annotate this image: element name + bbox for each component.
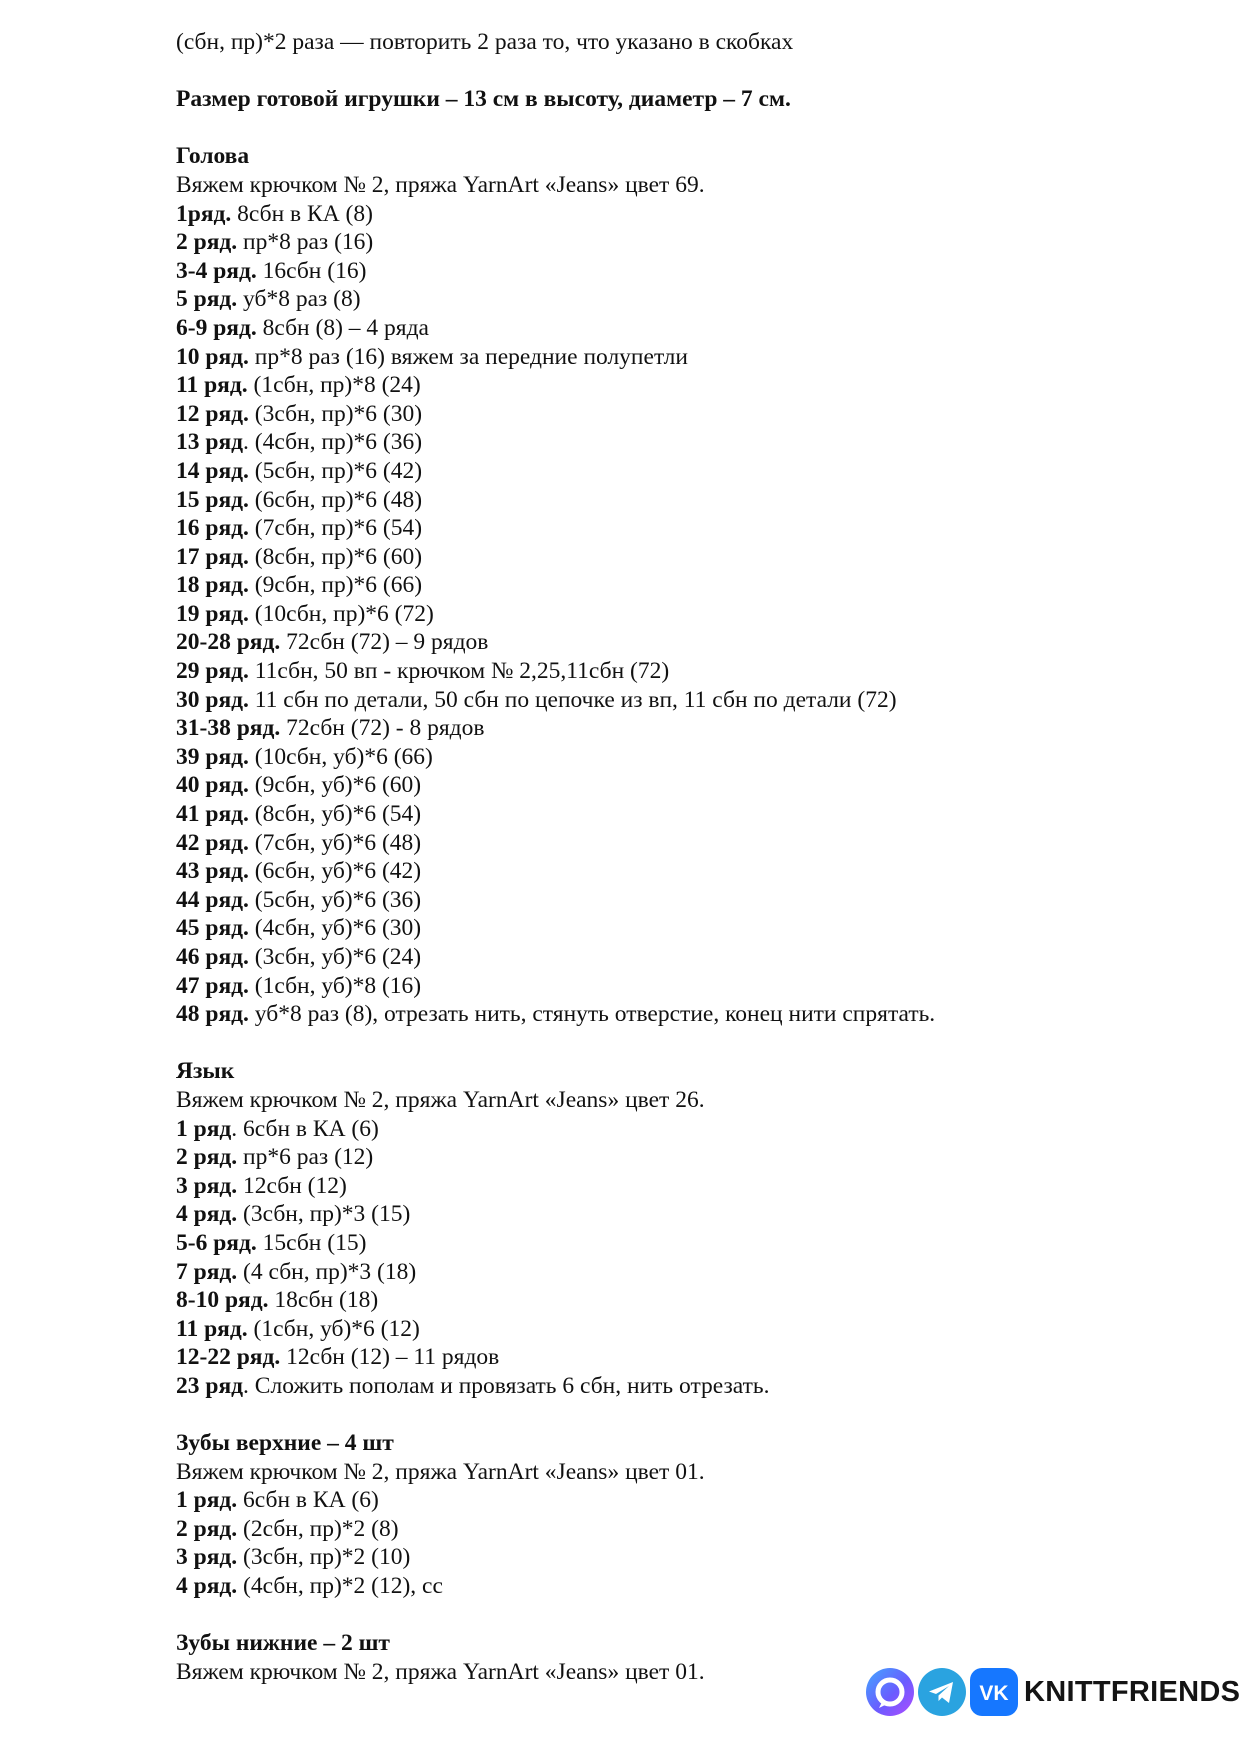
pattern-row (176, 914, 1216, 943)
row-text: (1сбн, уб)*8 (16) (248, 972, 422, 999)
spacer (176, 1029, 1216, 1058)
row-label: 11 ряд. (176, 372, 248, 399)
section-intro-lower-teeth: Вяжем крючком № 2, пряжа YarnArt «Jeans» цвет 01. (176, 1658, 705, 1685)
row-text: (5сбн, пр)*6 (42) (248, 457, 423, 484)
pattern-row (176, 1172, 1216, 1201)
row-label: 29 ряд. (176, 658, 249, 685)
pattern-row (176, 486, 1216, 515)
row-label: 23 ряд (176, 1372, 244, 1399)
row-text: 72сбн (72) - 8 рядов (280, 715, 485, 742)
row-label: 2 ряд. (176, 229, 238, 256)
row-label: 12 ряд. (176, 400, 249, 427)
pattern-row (176, 1143, 1216, 1172)
pattern-row (176, 257, 1216, 286)
row-label: 1 ряд. (176, 1487, 238, 1514)
pattern-row (176, 314, 1216, 343)
row-text: (10сбн, пр)*6 (72) (248, 600, 434, 627)
pattern-row (176, 1372, 1216, 1401)
row-text: (3сбн, уб)*6 (24) (248, 944, 422, 970)
row-text: (3сбн, пр)*6 (30) (248, 400, 423, 427)
row-text: 12сбн (12) (237, 1172, 347, 1199)
rows-upper-teeth (176, 1486, 1216, 1600)
row-label: 1 ряд (176, 1115, 232, 1142)
row-label: 31-38 ряд. (176, 715, 281, 742)
pattern-row (176, 428, 1216, 457)
pattern-row (176, 686, 1216, 715)
pattern-row (176, 886, 1216, 915)
row-text: 11 сбн по детали, 50 сбн по цепочке из вп, 11 сбн по детали (72) (248, 686, 897, 713)
row-text: пр*8 раз (16) (237, 229, 374, 256)
row-label: 41 ряд. (176, 801, 249, 828)
row-text: . (4сбн, пр)*6 (36) (243, 429, 423, 456)
pattern-row (176, 972, 1216, 1001)
pattern-row (176, 1286, 1216, 1315)
row-text: (8сбн, уб)*6 (54) (248, 801, 422, 828)
spacer (176, 1401, 1216, 1430)
pattern-row (176, 285, 1216, 314)
pattern-row (176, 1315, 1216, 1344)
rows-tongue (176, 1115, 1216, 1401)
row-label: 3 ряд. (176, 1172, 238, 1199)
row-label: 48 ряд. (176, 1001, 249, 1028)
row-text: уб*8 раз (8), отрезать нить, стянуть отверстие, конец нити спрятать. (248, 1001, 936, 1028)
row-label: 44 ряд. (176, 886, 249, 913)
pattern-row (176, 1515, 1216, 1544)
row-label: 3-4 ряд. (176, 257, 257, 284)
pattern-document (176, 28, 1216, 1686)
row-label: 15 ряд. (176, 486, 249, 513)
section-title-head: Голова (176, 143, 250, 170)
section-intro-upper-teeth: Вяжем крючком № 2, пряжа YarnArt «Jeans» цвет 01. (176, 1458, 705, 1485)
pattern-row (176, 600, 1216, 629)
row-text: (10сбн, уб)*6 (66) (248, 743, 433, 770)
pattern-row (176, 371, 1216, 400)
section-title-lower-teeth: Зубы нижние – 2 шт (176, 1630, 390, 1657)
row-text: (7сбн, уб)*6 (48) (248, 829, 422, 856)
row-text: . 6сбн в КА (6) (231, 1115, 379, 1142)
pattern-row (176, 400, 1216, 429)
vk-glyph: VK (979, 1682, 1009, 1705)
row-text: (4сбн, уб)*6 (30) (248, 915, 422, 942)
row-text: (3сбн, пр)*3 (15) (237, 1201, 411, 1228)
row-text: 72сбн (72) – 9 рядов (280, 629, 489, 656)
row-label: 47 ряд. (176, 972, 249, 999)
pattern-row (176, 714, 1216, 743)
section-intro-tongue: Вяжем крючком № 2, пряжа YarnArt «Jeans» цвет 26. (176, 1086, 705, 1113)
pattern-row (176, 628, 1216, 657)
pattern-row (176, 943, 1216, 972)
row-label: 13 ряд (176, 429, 244, 456)
row-label: 1ряд. (176, 200, 232, 227)
pattern-row (176, 343, 1216, 372)
row-text: 18сбн (18) (268, 1287, 379, 1314)
pattern-row (176, 514, 1216, 543)
row-text: 6сбн в КА (6) (237, 1487, 379, 1514)
row-label: 5-6 ряд. (176, 1229, 257, 1256)
pattern-row (176, 543, 1216, 572)
section-title-upper-teeth: Зубы верхние – 4 шт (176, 1430, 394, 1457)
pattern-row (176, 1486, 1216, 1515)
row-label: 2 ряд. (176, 1144, 238, 1171)
row-label: 39 ряд. (176, 743, 249, 770)
pattern-row (176, 200, 1216, 229)
pattern-row (176, 228, 1216, 257)
row-label: 30 ряд. (176, 686, 249, 713)
row-text: (4 сбн, пр)*3 (18) (237, 1258, 417, 1285)
row-text: 8сбн в КА (8) (231, 200, 373, 227)
pattern-row (176, 1258, 1216, 1287)
row-text: . Сложить пополам и провязать 6 сбн, нить отрезать. (243, 1372, 770, 1399)
pattern-row (176, 743, 1216, 772)
spacer (176, 1601, 1216, 1630)
row-label: 2 ряд. (176, 1515, 238, 1542)
pattern-row (176, 571, 1216, 600)
pattern-row (176, 1572, 1216, 1601)
pattern-row (176, 1000, 1216, 1029)
row-label: 20-28 ряд. (176, 629, 281, 656)
brand-footer (866, 1666, 1240, 1718)
row-text: 12сбн (12) – 11 рядов (280, 1344, 500, 1371)
pattern-row (176, 657, 1216, 686)
row-text: 8сбн (8) – 4 ряда (256, 314, 429, 341)
row-text: (9сбн, уб)*6 (60) (248, 772, 422, 799)
row-text: (2сбн, пр)*2 (8) (237, 1515, 399, 1542)
row-text: уб*8 раз (8) (237, 286, 361, 313)
row-label: 14 ряд. (176, 457, 249, 484)
row-label: 40 ряд. (176, 772, 249, 799)
pattern-row (176, 1343, 1216, 1372)
pattern-row (176, 1115, 1216, 1144)
row-label: 46 ряд. (176, 944, 249, 970)
pattern-row (176, 1200, 1216, 1229)
row-text: 15сбн (15) (256, 1229, 367, 1256)
pattern-row (176, 457, 1216, 486)
row-label: 7 ряд. (176, 1258, 238, 1285)
row-label: 16 ряд. (176, 515, 249, 542)
telegram-icon[interactable] (918, 1668, 966, 1716)
row-label: 45 ряд. (176, 915, 249, 942)
spacer (176, 114, 1216, 143)
pattern-row (176, 829, 1216, 858)
size-note: Размер готовой игрушки – 13 см в высоту, диаметр – 7 см. (176, 86, 791, 113)
row-text: (9сбн, пр)*6 (66) (248, 572, 423, 599)
row-label: 12-22 ряд. (176, 1344, 281, 1371)
row-text: пр*6 раз (12) (237, 1144, 374, 1171)
row-label: 4 ряд. (176, 1573, 238, 1600)
row-label: 43 ряд. (176, 858, 249, 885)
spacer (176, 57, 1216, 86)
section-intro-head: Вяжем крючком № 2, пряжа YarnArt «Jeans» цвет 69. (176, 171, 705, 198)
pattern-row (176, 771, 1216, 800)
row-text: (1сбн, уб)*6 (12) (247, 1315, 420, 1342)
row-text: пр*8 раз (16) вяжем за передние полупетли (248, 343, 688, 370)
vk-icon[interactable] (970, 1668, 1018, 1716)
row-label: 18 ряд. (176, 572, 249, 599)
row-text: (1сбн, пр)*8 (24) (247, 372, 421, 399)
max-messenger-icon[interactable] (866, 1668, 914, 1716)
row-text: (3сбн, пр)*2 (10) (237, 1544, 411, 1571)
row-text: (6сбн, пр)*6 (48) (248, 486, 423, 513)
rows-head (176, 200, 1216, 1029)
row-text: 16сбн (16) (256, 257, 367, 284)
pattern-row (176, 1229, 1216, 1258)
row-label: 3 ряд. (176, 1544, 238, 1571)
row-label: 11 ряд. (176, 1315, 248, 1342)
row-text: 11сбн, 50 вп - крючком № 2,25,11сбн (72) (248, 658, 670, 685)
row-label: 17 ряд. (176, 543, 249, 570)
intro-note: (сбн, пр)*2 раза — повторить 2 раза то, что указано в скобках (176, 29, 794, 55)
row-text: (7сбн, пр)*6 (54) (248, 515, 423, 542)
row-label: 8-10 ряд. (176, 1287, 269, 1314)
row-label: 42 ряд. (176, 829, 249, 856)
row-label: 19 ряд. (176, 600, 249, 627)
row-text: (6сбн, уб)*6 (42) (248, 858, 422, 885)
row-text: (4сбн, пр)*2 (12), сс (237, 1573, 443, 1600)
row-label: 10 ряд. (176, 343, 249, 370)
pattern-row (176, 857, 1216, 886)
row-label: 4 ряд. (176, 1201, 238, 1228)
row-text: (8сбн, пр)*6 (60) (248, 543, 423, 570)
pattern-row (176, 1543, 1216, 1572)
row-label: 6-9 ряд. (176, 314, 257, 341)
pattern-row (176, 800, 1216, 829)
section-title-tongue: Язык (176, 1058, 235, 1085)
row-label: 5 ряд. (176, 286, 238, 313)
brand-name[interactable]: KNITTFRIENDS (1024, 1675, 1241, 1708)
row-text: (5сбн, уб)*6 (36) (248, 886, 422, 913)
